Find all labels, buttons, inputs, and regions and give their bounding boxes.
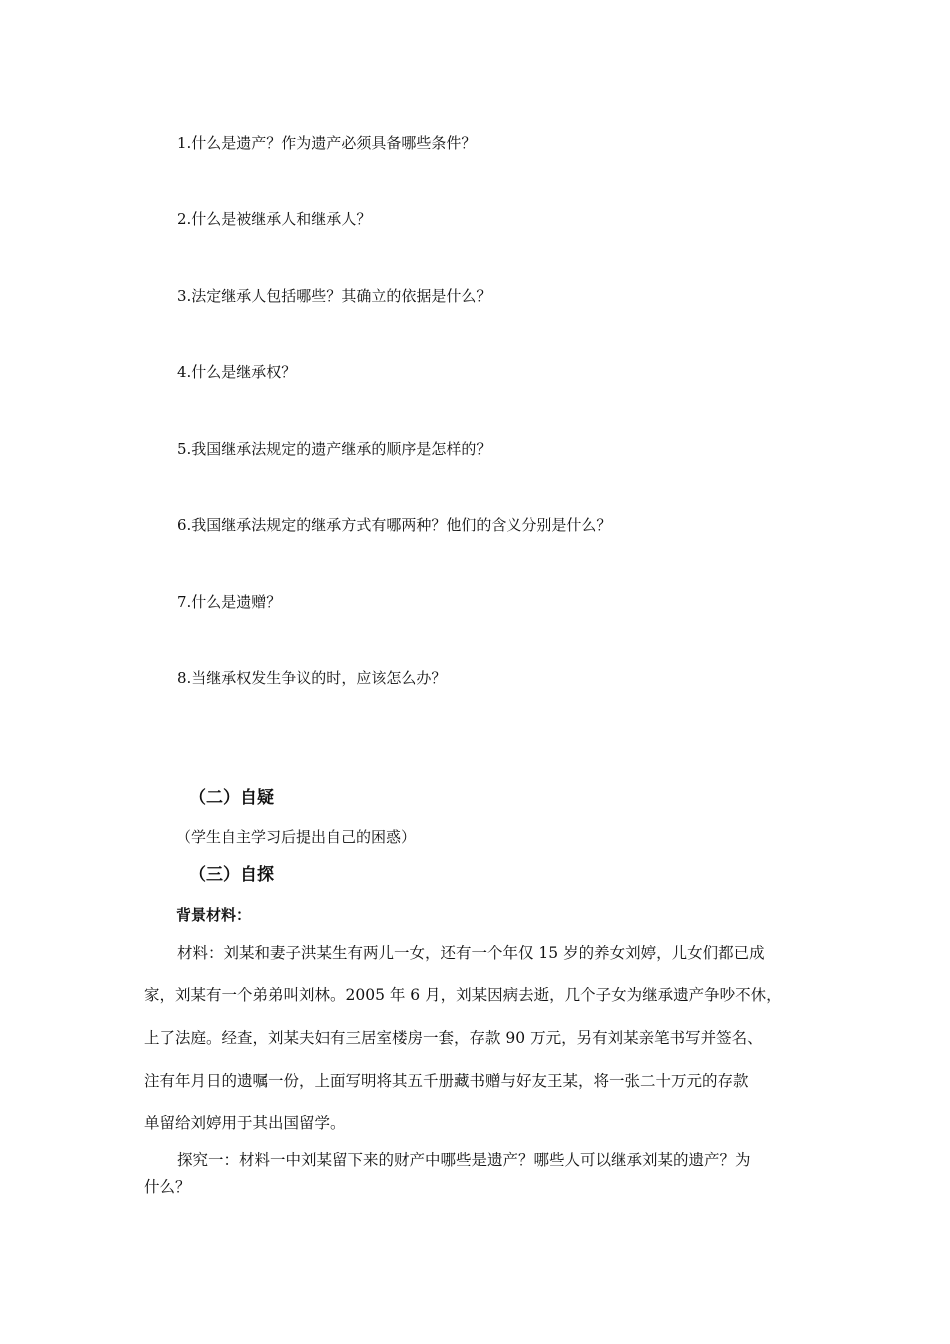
section-heading-self-explore: （三）自探 — [189, 865, 274, 885]
section-heading-self-doubt: （二）自疑 — [189, 788, 274, 808]
question-8: 8.当继承权发生争议的时，应该怎么办？ — [177, 669, 447, 687]
question-2: 2.什么是被继承人和继承人？ — [177, 210, 372, 228]
material-line-3: 上了法庭。经查，刘某夫妇有三居室楼房一套，存款 90 万元，另有刘某亲笔书写并签名、 — [144, 1029, 763, 1047]
question-6: 6.我国继承法规定的继承方式有哪两种？他们的含义分别是什么？ — [177, 516, 612, 534]
question-4: 4.什么是继承权？ — [177, 363, 297, 381]
question-3: 3.法定继承人包括哪些？其确立的依据是什么？ — [177, 287, 492, 305]
background-material-label: 背景材料： — [176, 906, 252, 924]
question-5: 5.我国继承法规定的遗产继承的顺序是怎样的？ — [177, 440, 492, 458]
inquiry-line-1: 探究一：材料一中刘某留下来的财产中哪些是遗产？哪些人可以继承刘某的遗产？为 — [177, 1151, 751, 1169]
section-note: （学生自主学习后提出自己的困惑） — [176, 828, 417, 846]
question-1: 1.什么是遗产？作为遗产必须具备哪些条件？ — [177, 134, 477, 152]
material-line-4: 注有年月日的遗嘱一份，上面写明将其五千册藏书赠与好友王某，将一张二十万元的存款 — [144, 1072, 749, 1090]
material-line-2: 家，刘某有一个弟弟叫刘林。2005 年 6 月，刘某因病去逝，几个子女为继承遗产争吵不休， — [144, 986, 782, 1004]
material-line-5: 单留给刘婷用于其出国留学。 — [144, 1114, 346, 1132]
material-line-1: 材料：刘某和妻子洪某生有两儿一女，还有一个年仅 15 岁的养女刘婷，儿女们都已成 — [177, 944, 765, 962]
inquiry-line-2: 什么？ — [144, 1178, 191, 1196]
question-7: 7.什么是遗赠？ — [177, 593, 282, 611]
